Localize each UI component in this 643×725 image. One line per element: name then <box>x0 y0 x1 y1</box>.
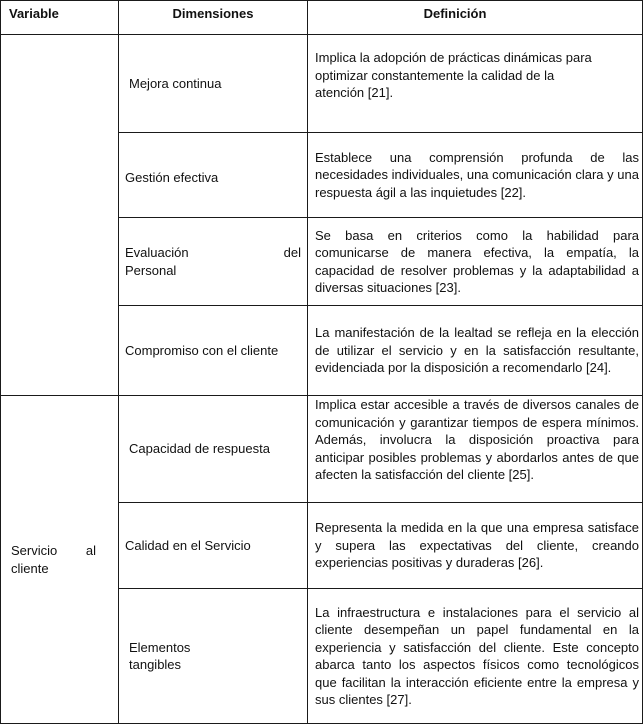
table-row <box>1 35 643 133</box>
dimension-cell <box>119 218 308 306</box>
dimension-word: tangibles <box>129 657 182 672</box>
dimension-cell <box>119 133 308 218</box>
dimension-label: Gestión efectiva <box>125 170 219 186</box>
definition-cell: Implica la adopción de prácticas dinámicas para optimizar constantemente la calidad de la atención [21]. <box>308 35 643 133</box>
dimension-cell <box>119 589 308 724</box>
dimension-label: Compromiso con el cliente <box>125 342 279 358</box>
variable-word: al <box>85 543 96 558</box>
header-variable: Variable <box>1 1 119 35</box>
variable-cell-empty <box>1 35 119 396</box>
dimension-word: Elementos <box>129 639 191 655</box>
dimension-line-1 <box>125 244 301 262</box>
header-dimensiones: Dimensiones <box>119 1 308 35</box>
dimension-label: Calidad en el Servicio <box>125 537 251 553</box>
definition-cell: Se basa en criterios como la habilidad para comunicarse de manera efectiva, la empatía, la capacidad de resolver problemas y la adaptabilidad a diversas situaciones [23]. <box>308 218 643 306</box>
definition-cell: Establece una comprensión profunda de las necesidades individuales, una comunicación clara y una respuesta ágil a las inquietudes [22]. <box>308 133 643 218</box>
table-row <box>1 396 643 503</box>
dimension-label: Mejora continua <box>129 75 222 91</box>
definition-cell: La manifestación de la lealtad se refleja en la elección de utilizar el servicio y en la satisfacción resultante, evidenciada por la disposición a recomendarlo [24]. <box>308 306 643 396</box>
dimension-cell <box>119 396 308 503</box>
variable-word: Servicio <box>11 543 58 558</box>
table-header-row <box>1 1 643 35</box>
header-definicion: Definición <box>308 1 643 35</box>
variable-line-1 <box>11 542 96 560</box>
dimension-cell <box>119 35 308 133</box>
variable-word: cliente <box>11 560 49 576</box>
dimension-cell <box>119 306 308 396</box>
dimension-word: Personal <box>125 262 177 278</box>
definition-cell: La infraestructura e instalaciones para el servicio al cliente desempeñan un papel fundamental en la experiencia y satisfacción del cliente. Este concepto abarca tanto los aspectos físicos como tecnológicos que facilitan la interacción eficiente entre la empresa y sus clientes [27]. <box>308 589 643 724</box>
dimension-cell <box>119 503 308 589</box>
definition-cell: Representa la medida en la que una empresa satisface y supera las expectativas del cliente, creando experiencias positivas y duraderas [26]. <box>308 503 643 589</box>
variable-cell <box>1 396 119 724</box>
definition-cell: Implica estar accesible a través de diversos canales de comunicación y garantizar tiempos de espera mínimos. Además, involucra la disposición proactiva para anticipar posibles problemas y abordarlos antes de que afecten la satisfacción del cliente [25]. <box>308 396 643 503</box>
dimension-label: Capacidad de respuesta <box>129 441 270 457</box>
dimension-word: del <box>283 245 301 260</box>
dimension-word: Evaluación <box>125 245 189 260</box>
